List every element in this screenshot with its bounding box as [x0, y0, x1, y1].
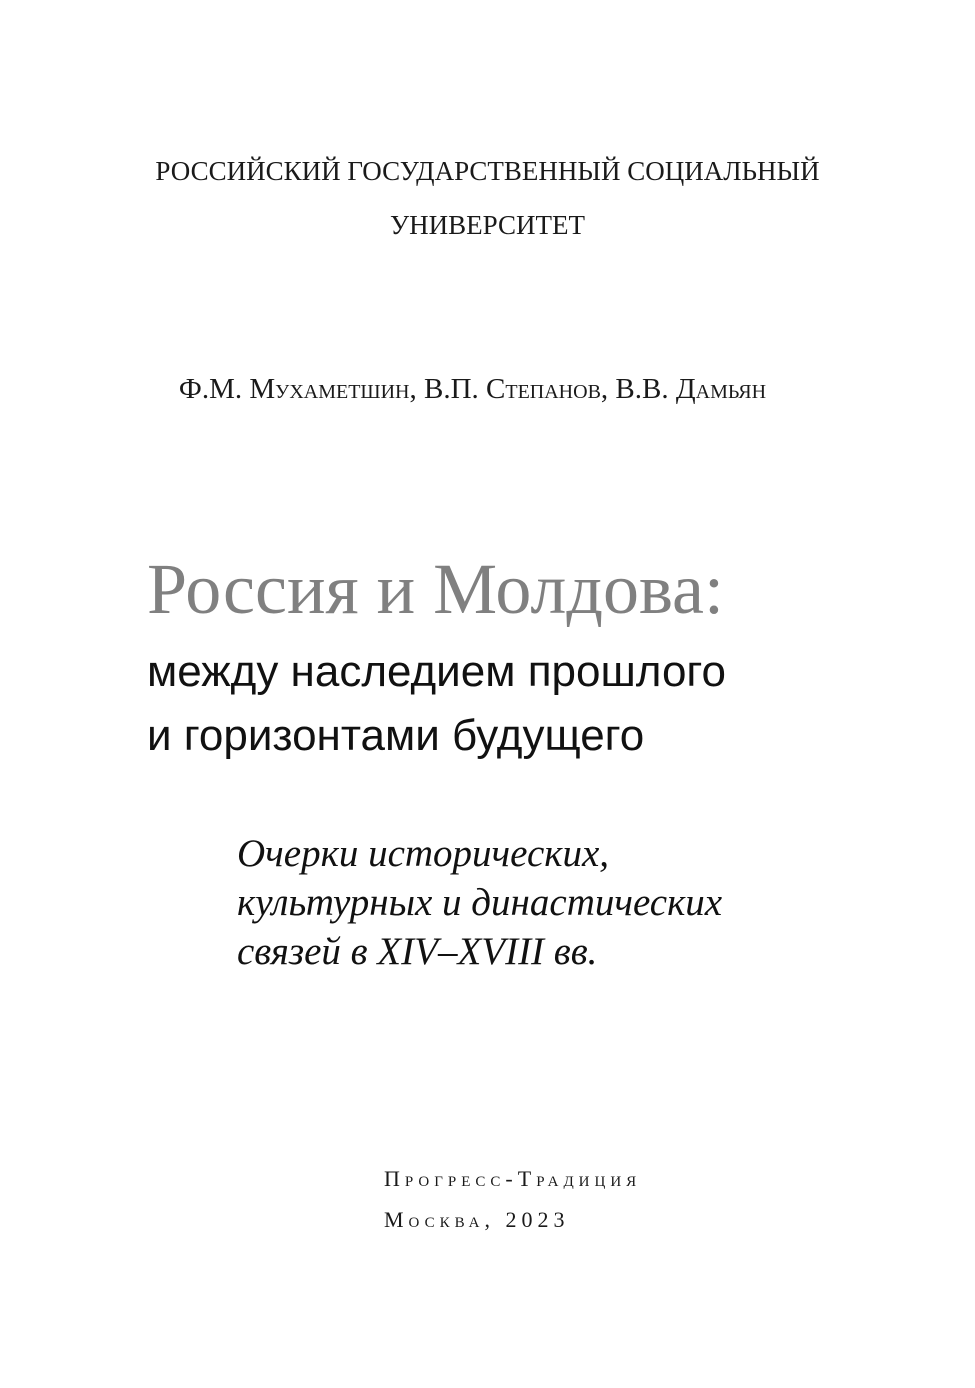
institution-name-line2: УНИВЕРСИТЕТ: [390, 210, 585, 240]
book-subtitle-line2: культурных и династических: [237, 881, 723, 924]
book-title-main: Россия и Молдова:: [147, 549, 724, 629]
book-subtitle-line3: связей в XIV–XVIII вв.: [237, 930, 598, 973]
publisher-city-year: Москва, 2023: [384, 1207, 570, 1232]
book-title-sub-line2: и горизонтами будущего: [147, 711, 645, 760]
authors: Ф.М. Мухаметшин, В.П. Степанов, В.В. Дамьян: [178, 373, 767, 405]
book-title-sub-line1: между наследием прошлого: [147, 647, 726, 696]
book-subtitle-line1: Очерки исторических,: [237, 832, 610, 875]
institution-name-line1: РОССИЙСКИЙ ГОСУДАРСТВЕННЫЙ СОЦИАЛЬНЫЙ: [155, 156, 820, 186]
publisher-name: Прогресс-Традиция: [384, 1166, 642, 1191]
